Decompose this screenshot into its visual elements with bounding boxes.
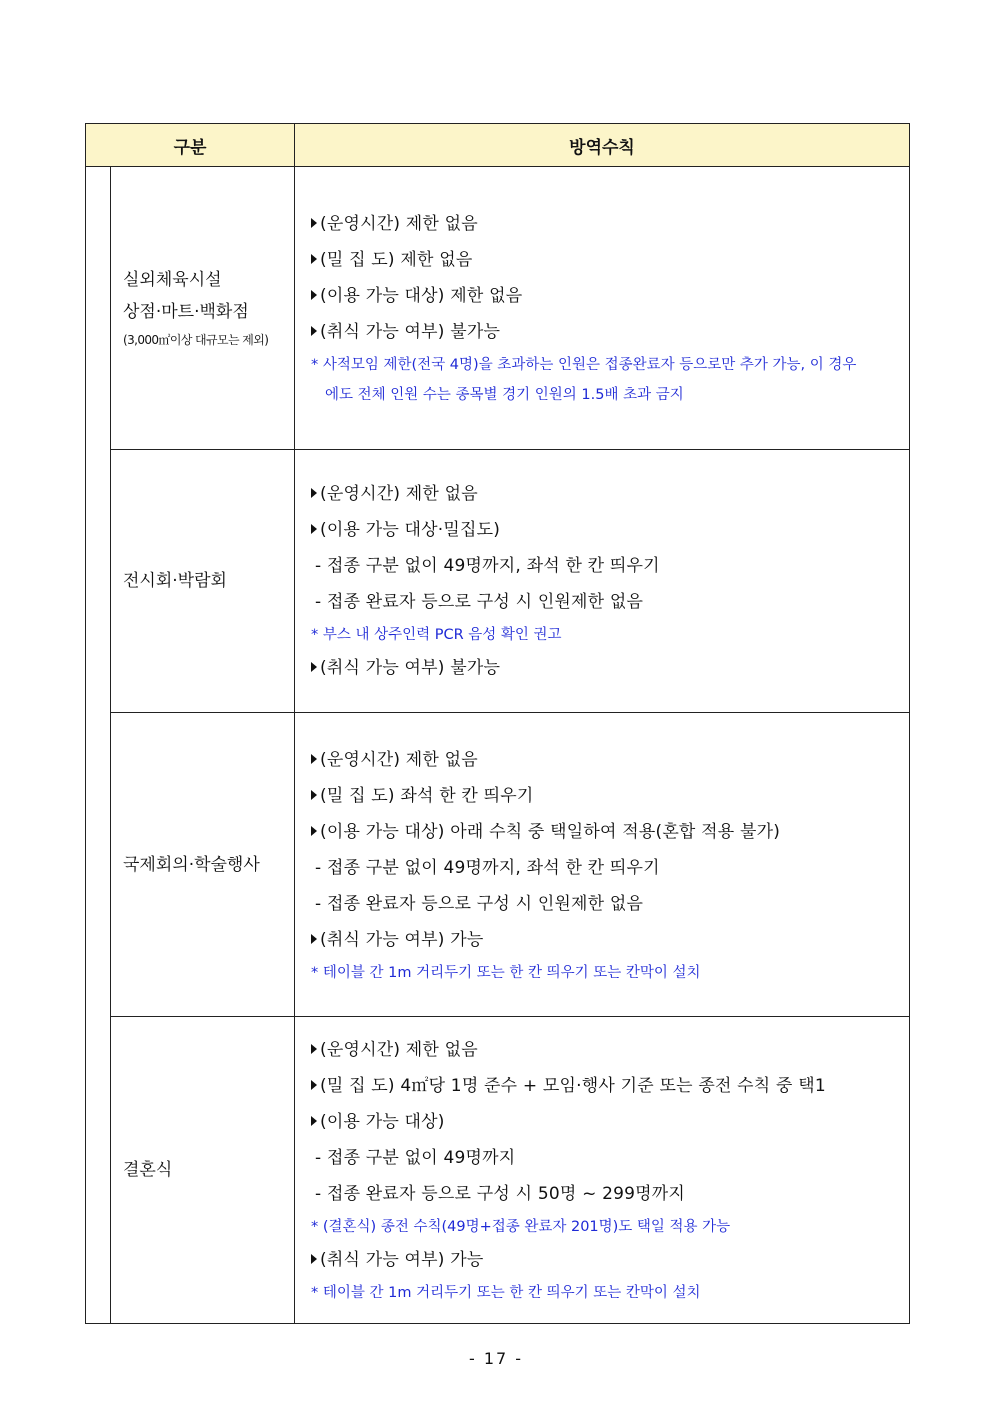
rule-item xyxy=(311,742,901,778)
quarantine-rules-table xyxy=(85,123,910,1324)
category-cell xyxy=(111,713,295,1017)
rule-text: (밀 집 도) 좌석 한 칸 띄우기 xyxy=(320,785,534,806)
triangle-bullet-icon xyxy=(311,826,317,836)
rule-text: (운영시간) 제한 없음 xyxy=(320,214,478,234)
category-cell xyxy=(111,167,295,450)
triangle-bullet-icon xyxy=(311,662,317,672)
note-text: * 테이블 간 1m 거리두기 또는 한 칸 띄우기 또는 칸막이 설치 xyxy=(311,1285,701,1301)
rule-note xyxy=(311,958,901,988)
table-row xyxy=(86,1017,910,1324)
rule-text: (취식 가능 여부) 가능 xyxy=(320,1250,484,1270)
rule-text: (운영시간) 제한 없음 xyxy=(320,749,478,770)
triangle-bullet-icon xyxy=(311,1116,317,1126)
triangle-bullet-icon xyxy=(311,290,317,300)
rule-item xyxy=(311,1032,901,1068)
rule-item xyxy=(311,650,901,686)
note-text-continued: 에도 전체 인원 수는 종목별 경기 인원의 1.5배 초과 금지 xyxy=(325,387,684,403)
rules-cell xyxy=(295,1017,910,1324)
rule-item xyxy=(311,814,901,850)
rule-text: (밀 집 도) 4㎡당 1명 준수 + 모임·행사 기준 또는 종전 수칙 중 택1 xyxy=(320,1076,826,1096)
category-label: 국제회의·학술행사 xyxy=(123,854,260,875)
rule-item xyxy=(311,278,901,314)
rule-note xyxy=(311,350,901,410)
category-label: 전시회·박람회 xyxy=(123,571,227,591)
note-text: * 테이블 간 1m 거리두기 또는 한 칸 띄우기 또는 칸막이 설치 xyxy=(311,964,701,981)
rule-item xyxy=(311,1242,901,1278)
triangle-bullet-icon xyxy=(311,326,317,336)
table-row xyxy=(86,713,910,1017)
triangle-bullet-icon xyxy=(311,524,317,534)
triangle-bullet-icon xyxy=(311,218,317,228)
rule-subitem: - 접종 구분 없이 49명까지, 좌석 한 칸 띄우기 xyxy=(315,556,660,576)
rule-item xyxy=(311,512,901,548)
note-text: * (결혼식) 종전 수칙(49명+접종 완료자 201명)도 택일 적용 가능 xyxy=(311,1219,731,1235)
category-cell xyxy=(111,1017,295,1324)
category-label: 상점·마트·백화점 xyxy=(123,302,249,322)
triangle-bullet-icon xyxy=(311,754,317,764)
triangle-bullet-icon xyxy=(311,488,317,498)
rule-text: (취식 가능 여부) 불가능 xyxy=(320,658,501,678)
rule-item xyxy=(311,778,901,814)
triangle-bullet-icon xyxy=(311,790,317,800)
rule-text: (운영시간) 제한 없음 xyxy=(320,484,478,504)
rule-item xyxy=(311,242,901,278)
rule-text: (이용 가능 대상·밀집도) xyxy=(320,520,501,540)
category-label: 결혼식 xyxy=(123,1160,173,1180)
triangle-bullet-icon xyxy=(311,1044,317,1054)
category-label: 실외체육시설 xyxy=(123,270,222,290)
triangle-bullet-icon xyxy=(311,1254,317,1264)
rule-text: (취식 가능 여부) 불가능 xyxy=(320,322,501,342)
table-header-row xyxy=(86,124,910,167)
rule-item xyxy=(311,314,901,350)
page-number: - 17 - xyxy=(468,1349,524,1368)
rules-cell xyxy=(295,713,910,1017)
header-category: 구분 xyxy=(86,124,295,167)
table-row xyxy=(86,450,910,713)
rule-subitem: - 접종 구분 없이 49명까지, 좌석 한 칸 띄우기 xyxy=(315,857,660,878)
rule-subitem: - 접종 완료자 등으로 구성 시 50명 ~ 299명까지 xyxy=(315,1184,686,1204)
indent-column xyxy=(86,167,111,1324)
category-note: (3,000㎡이상 대규모는 제외) xyxy=(123,333,269,347)
rule-text: (밀 집 도) 제한 없음 xyxy=(320,250,473,270)
rule-item xyxy=(311,922,901,958)
rule-item xyxy=(311,1104,901,1140)
triangle-bullet-icon xyxy=(311,934,317,944)
rule-note xyxy=(311,1278,901,1308)
note-text: * 부스 내 상주인력 PCR 음성 확인 권고 xyxy=(311,627,562,643)
triangle-bullet-icon xyxy=(311,254,317,264)
rule-note xyxy=(311,620,901,650)
category-cell xyxy=(111,450,295,713)
rule-text: (이용 가능 대상) 아래 수칙 중 택일하여 적용(혼합 적용 불가) xyxy=(320,821,781,842)
rule-note xyxy=(311,1212,901,1242)
rule-subitem: - 접종 완료자 등으로 구성 시 인원제한 없음 xyxy=(315,592,644,612)
rule-text: (이용 가능 대상) 제한 없음 xyxy=(320,286,523,306)
rules-cell xyxy=(295,450,910,713)
triangle-bullet-icon xyxy=(311,1080,317,1090)
rules-cell xyxy=(295,167,910,450)
rule-subitem: - 접종 구분 없이 49명까지 xyxy=(315,1148,516,1168)
table-row xyxy=(86,167,910,450)
rule-item xyxy=(311,476,901,512)
rule-subitem: - 접종 완료자 등으로 구성 시 인원제한 없음 xyxy=(315,893,644,914)
note-text: * 사적모임 제한(전국 4명)을 초과하는 인원은 접종완료자 등으로만 추가 가능, 이 경우 xyxy=(311,357,857,373)
rule-text: (이용 가능 대상) xyxy=(320,1112,445,1132)
rule-item xyxy=(311,206,901,242)
rule-text: (운영시간) 제한 없음 xyxy=(320,1040,478,1060)
header-rules: 방역수칙 xyxy=(295,124,910,167)
rule-text: (취식 가능 여부) 가능 xyxy=(320,929,484,950)
rule-item xyxy=(311,1068,901,1104)
